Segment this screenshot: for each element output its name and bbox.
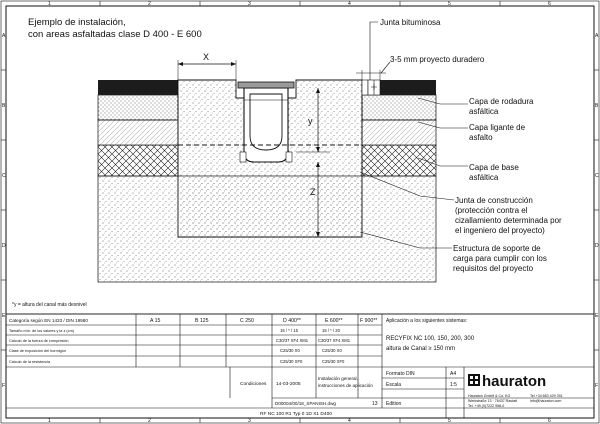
frame-number-5: 5 — [448, 1, 451, 7]
scale-label: Escala — [386, 382, 402, 388]
frame-number-bottom-1: 1 — [48, 418, 51, 424]
row-2-e600: C30/37 XF4 XM1 — [318, 338, 351, 343]
address-line-1: Hauraton GmbH & Co. KG — [468, 394, 511, 398]
channel-invert — [250, 94, 282, 150]
class-e600: E 600** — [325, 318, 343, 324]
frame-number-6: 6 — [548, 1, 551, 7]
callout-support-1: Estructura de soporte de — [453, 244, 541, 253]
frame-number-bottom-6: 6 — [548, 418, 551, 424]
base-layer-left — [98, 145, 178, 176]
callout-wearing-1: Capa de rodadura — [469, 97, 534, 106]
frame-letter-c: C — [2, 173, 6, 179]
frame-letter-b: B — [2, 103, 6, 109]
system-line-2: altura de Canal ≥ 150 mm — [386, 346, 455, 352]
row-3-label: Clase de exposición del hormigón — [9, 349, 66, 353]
sheet-number: 13 — [372, 401, 378, 407]
frame-letter-e-right: E — [595, 313, 599, 319]
callout-base-2: asfáltica — [469, 173, 499, 182]
callout-binder-1: Capa ligante de — [469, 123, 526, 132]
asphalt-surface-left — [98, 80, 178, 95]
callout-wearing-2: asfáltica — [469, 107, 499, 116]
frame-letter-f-right: F — [595, 383, 599, 389]
address-line-2: Werkstraße 13 · 76437 Rastatt — [468, 399, 518, 403]
edition-label: Edition — [386, 401, 402, 407]
wearing-course-right — [362, 95, 436, 120]
frame-letter-c-right: C — [595, 173, 599, 179]
drawing-title-line-2: con areas asfaltadas clase D 400 - E 600 — [28, 29, 202, 40]
frame-number-bottom-4: 4 — [348, 418, 351, 424]
callout-support-3: requisitos del proyecto — [453, 264, 534, 273]
drawing-desc-2: instrucciones de aplicación — [318, 383, 373, 388]
row-3-d400: C25/30 X0 — [280, 348, 300, 353]
scale-value: 1:5 — [450, 382, 457, 388]
frame-number-3: 3 — [248, 1, 251, 7]
callout-construction-joint-1: Junta de construcción — [455, 196, 533, 205]
row-4-e600: C25/30 XF0 — [322, 359, 345, 364]
drawing-desc-1: Instalación general, — [318, 376, 358, 381]
apply-note: Aplicación a los siguientes sistemas: — [386, 318, 468, 324]
frame-letter-a-right: A — [595, 33, 599, 39]
address-line-3: Tel. +49 (0)7222 958-0 — [468, 404, 505, 408]
conditions-label: Condiciones — [240, 382, 267, 387]
contact-email: info@hauraton.com — [530, 399, 562, 403]
callout-construction-joint-4: el ingeniero del proyecto) — [455, 226, 545, 235]
system-line-1: RECYFIX NC 100, 150, 200, 300 — [386, 336, 475, 342]
brand-name: hauraton — [482, 373, 547, 390]
frame-letter-f: F — [2, 383, 6, 389]
bitumen-joint — [362, 80, 368, 95]
class-d400: D 400** — [283, 318, 301, 324]
frame-number-4: 4 — [348, 1, 351, 7]
frame-number-1: 1 — [48, 1, 51, 7]
frame-number-bottom-5: 5 — [448, 418, 451, 424]
class-b125: B 125 — [195, 318, 209, 324]
row-1-e600: 15 / * / 20 — [322, 328, 340, 333]
cross-section — [98, 52, 436, 282]
row-2-label: Cálculo de la fuerza de compresión — [9, 339, 69, 343]
class-a15: A 15 — [150, 318, 161, 324]
frame-number-bottom-2: 2 — [148, 418, 151, 424]
row-1-label: Tamaño mín. de los valores y la z (cm) — [9, 329, 74, 333]
format-label: Formato DIN — [386, 371, 415, 377]
row-1-d400: 15 / * / 15 — [280, 328, 298, 333]
drawing-title-line-1: Ejemplo de instalación, — [28, 17, 126, 28]
contact-phone: Tel +34 663 429 391 — [530, 394, 563, 398]
callout-bitumen-joint: Junta bituminosa — [380, 18, 441, 27]
row-3-e600: C25/30 X0 — [322, 348, 342, 353]
hauraton-logo — [468, 373, 546, 390]
row-4-d400: C25/30 XF0 — [280, 359, 303, 364]
frame-letter-d-right: D — [595, 243, 599, 249]
format-value: A4 — [450, 371, 457, 377]
frame-number-bottom-3: 3 — [248, 418, 251, 424]
row-4-label: Cálculo de la resistencia — [9, 360, 51, 364]
class-c250: C 250 — [240, 318, 254, 324]
dimension-x-label: X — [203, 52, 210, 62]
drawing-file: D00004/00/18_SPANISH.dwg — [275, 401, 336, 406]
frame-letter-a: A — [2, 33, 6, 39]
conditions-date: 14-03-2005 — [276, 382, 301, 387]
callout-binder-2: asfalto — [469, 133, 493, 142]
callout-gap: 3-5 mm proyecto duradero — [390, 55, 485, 64]
frame-letter-e: E — [2, 313, 6, 319]
frame-number-2: 2 — [148, 1, 151, 7]
frame-letter-b-right: B — [595, 103, 599, 109]
footnote: *y = altura del canal más desnivel — [12, 302, 87, 308]
table-header-label: Categoría según EN 1433 / DIN 19580 — [9, 318, 88, 323]
callout-construction-joint-2: (protección contra el — [455, 206, 528, 215]
row-2-d400: C30/37 XF4 XM1 — [276, 338, 309, 343]
callout-construction-joint-3: cizallamiento determinada por — [455, 216, 562, 225]
wearing-course-left — [98, 95, 178, 120]
dimension-z-label: Z — [310, 187, 316, 197]
callout-support-2: carga para cumplir con los — [453, 254, 547, 263]
frame-letter-d: D — [2, 243, 6, 249]
callout-base-1: Capa de base — [469, 163, 519, 172]
channel-grating — [238, 82, 294, 88]
drawing-reference: RF NC 100 R1 Typ 0 1D X1 D400 — [260, 412, 332, 417]
dimension-y-label: y — [308, 116, 313, 126]
class-f900: F 900** — [360, 318, 378, 324]
